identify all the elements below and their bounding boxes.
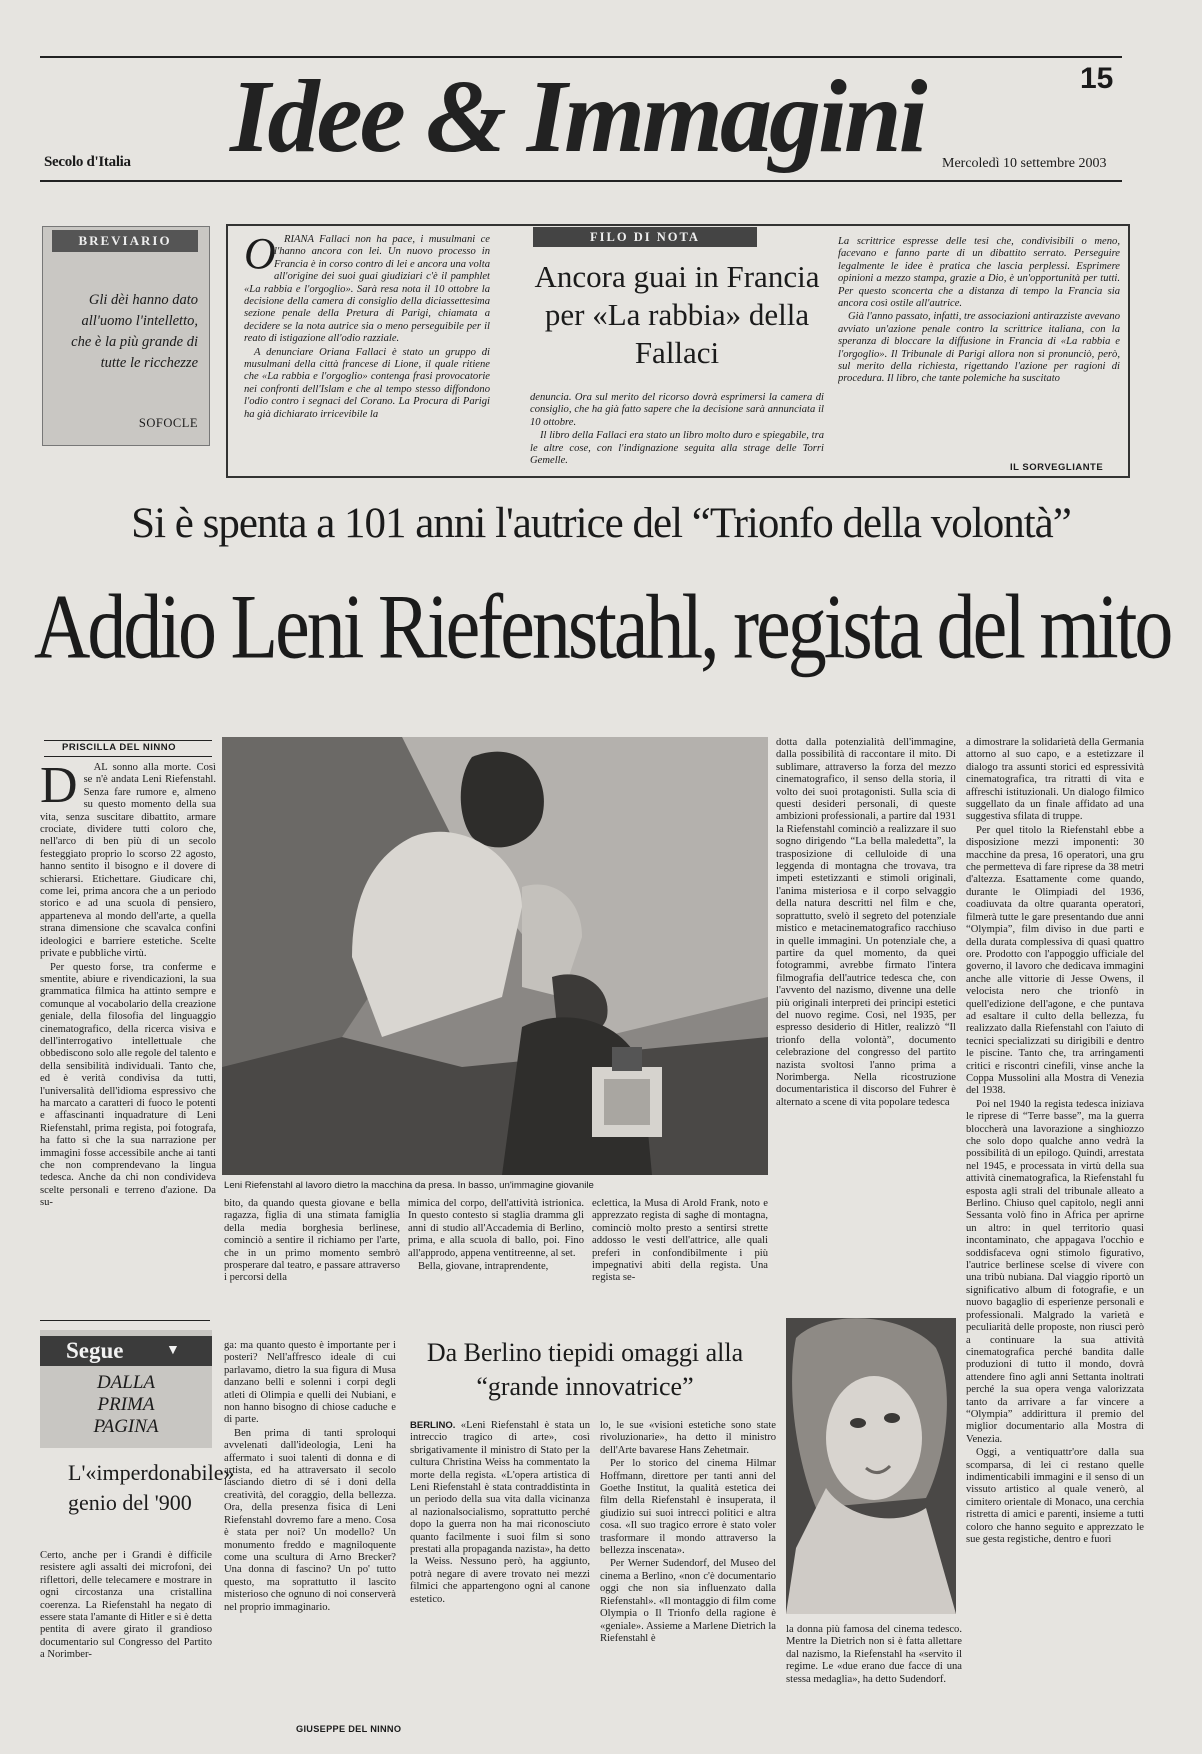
filo-headline: Ancora guai in Francia per «La rabbia» della Fallaci [534,259,820,370]
segue-paragraph: ga: ma quanto questo è importante per i posteri? Nell'affresco ideale di cui parlavamo, dietro la sua figura di Musa danzano belli e solenni i corpi degli atleti di Olimpia e quelli dei Nubiani, e non hanno bisogno di chiose caduche e di parte. [224,1340,396,1426]
filo-column-1 [244,229,490,470]
section-title: Idee & Immagini [230,59,925,174]
breviario-author: SOFOCLE [138,416,198,430]
main-paragraph: AL sonno alla morte. Così se n'è andata Leni Riefenstahl. Senza fare rumore e, almeno su questo momento della sua vita, senza suscitare dibattito, armare crociate, dividere tutti coloro che, nell'arco di ben più di un secolo festeggiato proprio lo scorso 22 agosto, hanno sentito il bisogno e il dovere di schierarsi. Etichettare. Giudicare chi, come lei, prima ancora che a un periodo storico e ad una scuola di pensiero, apparteneva al mondo dell'arte, a quella strana dimensione che scavalca confini ideologici e barriere estetiche. Scelte private e pubbliche virtù. [40,762,216,960]
breviario-label: BREVIARIO [52,230,198,252]
main-paragraph: bito, da quando questa giovane e bella ragazza, figlia di una stimata famiglia della media borghesia berlinese, cominciò a sentire il richiamo per l'arte, che in un primo momento sembrò prosperare dal teatro, e passare attraverso i percorsi della [224,1198,400,1284]
main-paragraph: Per questo forse, tra conferme e smentite, abiure e rivendicazioni, la sua grammatica filmica ha attinto sempre e comunque al vocabolario della creazione geniale, della filosofia del linguaggio cinematografico, della ricerca visiva e dell'interrogativo intellettuale che obbediscono solo alle regole del talento e della sensibilità individuali. Tanto che, ed è verità condivisa da tutti, l'universalità dell'idioma espressivo che ha marcato a caratteri di fuoco le potenti e affascinanti inquadrature di Leni Riefenstahl, prima regista, poi fotografa, ha fatto sì che la sua narrazione per immagini fosse accessibile anche ai tanti che non comprendevano la lingua tedesca. Anche da chi non condivideva scelte personali e terreno d'azione. Da su- [40,961,216,1209]
breviario-quote: Gli dèi hanno dato all'uomo l'intelletto, che è la più grande di tutte le ricchezze [71,292,198,371]
filo-paragraph: denuncia. Ora sul merito del ricorso dovrà esprimersi la camera di consiglio, che ha già fatto sapere che la decisione sarà annunciata il 10 ottobre. [530,392,824,428]
segue-sublabel: DALLA PRIMA PAGINA [93,1372,159,1437]
berlino-column-1 [410,1420,590,1740]
berlino-paragraph: Per Werner Sudendorf, del Museo del cinema a Berlino, «non c'è documentario oggi che non sia influenzato dalla Riefenstahl». «Il montaggio di film come Olympia o Il Trionfo della ragione è «geniale». Assieme a Marlene Dietrich la Riefenstahl è [600,1558,776,1644]
main-column-6 [966,737,1144,1739]
photo-caption: Leni Riefenstahl al lavoro dietro la macchina da presa. In basso, un'immagine giovanile [224,1180,594,1191]
byline: PRISCILLA DEL NINNO [62,742,177,753]
filo-paragraph: Il libro della Fallaci era stato un libro molto duro e spiegabile, tra le altre cose, con l'indignazione seguita alla strage delle Torri Gemelle. [530,430,824,467]
main-column-5 [776,737,956,1305]
berlino-paragraph: «Leni Riefenstahl è stata un intreccio tragico di arte», così sbrigativamente il ministro di Stato per la cultura Christina Weiss ha commentato la morte della regista. «L'opera artistica di Leni Riefenstahl è stata contraddistinta in un periodo della sua vita dalla vicinanza al nazionalsocialismo, soprattutto perché dopo la guerra non ha mai riconosciuto quanto facilmente i suoi film si sono prestati alla propaganda nazista», ha detto la Weiss. Nessuno però, ha aggiunto, potrà negare di avere trovato nei mezzi filmici che appartengono ogni al canone estetico. [410,1420,590,1605]
main-paragraph: a dimostrare la solidarietà della Germania attorno al suo capo, e a estetizzare il dialogo tra assunti storici ed espressività cinematografica, tra ritratti di vita e affreschi istituzionali. Un dialogo filmico suggellato da un finale affidato ad una suggestiva sfilata di truppe. [966,737,1144,823]
segue-bar [40,1336,212,1366]
segue-headline: L'«imperdonabile» genio del '900 [68,1460,235,1515]
filo-column-3 [838,236,1120,458]
issue-date: Mercoledì 10 settembre 2003 [942,156,1107,171]
photo-illustration [222,737,768,1175]
filo-paragraph: La scrittrice espresse delle tesi che, condivisibili o meno, facevano e fanno parte di un dibattito serrato. Perseguire legalmente le idee è pratica che lascia perplessi. Esprimere opinioni a mezzo stampa, grazie a Dio, è un'opportunità per tutti. Per questo sconcerta che a distanza di tempo la Francia sia ancora così ostile all'autrice. [838,236,1120,310]
main-paragraph: eclettica, la Musa di Arold Frank, noto e apprezzato regista di saghe di montagna, cominciò molto presto a sentirsi strette addosso le vesti dell'attrice, alle quali preferì in confondibilmente i più impegnativi abiti della regista. Una regista se- [592,1198,768,1284]
page-number: 15 [1080,62,1114,95]
segue-paragraph: Certo, anche per i Grandi è difficile resistere agli assalti dei microfoni, dei riflettori, delle telecamere e mostrare in ogni circostanza una cristallina coerenza. La Riefenstahl ha negato di essere stata l'amante di Hitler e si è detta pentita di avere girato il grandioso documentario sul Congresso del Partito a Norimber- [40,1550,212,1661]
main-headline: Addio Leni Riefenstahl, regista del mito [34,575,1171,678]
filo-paragraph: RIANA Fallaci non ha pace, i musulmani ce l'hanno ancora con lei. Un nuovo processo in Francia è in corso contro di lei e ancora una volta all'origine dei suoi guai giudiziari c'è il pamphlet «La rabbia e l'orgoglio». Sarà resa nota il 10 ottobre la decisione della camera di consiglio della diciassettesima sezione penale della Pretura di Parigi, chiamata a decidere se la nota autrice sia o meno perseguibile per il reato di istigazione all'odio razziale. [244,234,490,345]
berlino-headline: Da Berlino tiepidi omaggi alla “grande innovatrice” [426,1338,744,1401]
byline-rule [44,740,212,741]
main-paragraph: Poi nel 1940 la regista tedesca iniziava le riprese di “Terre basse”, ma la guerra bloccherà una lavorazione a singhiozzo che solo dopo qualche anno vedrà la possibilità di un epilogo. Quindi, arrestata nel 1945, e processata in virtù della sua attività cinematografica, la Riefenstahl fu esposta agli strali del tribunale alleato a Berlino. Chiuso quel capitolo, negli anni Sessanta volò fino in Africa per aprirne un altro: in quel territorio quasi incontaminato, che appagava l'occhio e soddisfaceva ogni stimolo figurativo, l'autrice berlinese scelse di vivere con una tribù nubiana. Dal viaggio riportò un significativo album di fotografie, e un nuovo bagaglio di esperienze personali e professionali. Malgrado la varietà e peculiarità delle proposte, non riuscì però a continuare la sua attività cinematografica perché bandita dalle produzioni di tutto il mondo, dovrà attendere fino agli anni Settanta inoltrati perché la sua opera venga valorizzata tanto da arrivare a far vincere a “Olympia” addirittura il premio del miglior documentario alla Mostra di Venezia. [966,1098,1144,1445]
filo-column-2 [530,392,824,472]
main-paragraph: dotta dalla potenzialità dell'immagine, dalla possibilità di raccontare il mito. Di sublimare, attraverso la forza del mezzo cinematografico, il senso della storia, il volto dei suoi protagonisti. Sulla scia di questi desideri personali, di queste ambizioni professionali, a partire dal 1931 la Riefenstahl cominciò a realizzare il suo sogno dirigendo “La bella maledetta”, la trasposizione di celluloide di una leggenda di montagna che trovava, tra impeti estetizzanti e stimoli originali, l'anima misteriosa e il corpo selvaggio della natura descritti nel film e che, soprattutto, svelò il segreto del potenziale mistico e metacinematografico racchiuso in quelle immagini. Un potenziale che, a partire da quel momento, da quei fotogrammi, avrebbe firmato l'intera filmografia dell'autrice tedesca che, con l'avvento del nazismo, divenne una delle più originali interpreti dei principi estetici del nuovo regime. Così, nel 1935, per espresso desiderio di Hitler, realizzò “Il trionfo della volontà”, documento celebrazione del congresso del partito nazista svoltosi l'anno prima a Norimberga. Nella ricostruzione documentaristica il discorso del Fuhrer è alternato a scene di vita popolare tedesca [776,737,956,1108]
young-riefenstahl-portrait [786,1318,956,1614]
byline-rule [44,756,212,757]
masthead-bottom-rule [40,180,1122,182]
filo-dropcap: O [244,229,276,278]
dropcap: D [40,762,78,814]
berlino-paragraph: la donna più famosa del cinema tedesco. Mentre la Dietrich non si è fatta allettare dal nazismo, la Riefenstahl ha «servito il regime. Le «due erano due facce di una stessa medaglia», ha detto Sudendorf. [786,1624,962,1685]
filo-signature: IL SORVEGLIANTE [1010,462,1104,473]
segue-column-2 [224,1340,396,1720]
filo-paragraph: A denunciare Oriana Fallaci è stato un gruppo di musulmani della città francese di Lione, il quale ritiene che «La rabbia e l'orgoglio» contenga frasi provocatorie nei confronti dell'Islam e che al tempo stesso diffondono l'odio contro i segnaci del Corano. La Procura di Parigi ha già dichiarato irricevibile la [244,346,490,420]
segue-paragraph: Ben prima di tanti sproloqui avvelenati dall'ideologia, Leni ha affermato i suoi talenti di donna e di artista, ed ha attraversato il secolo lasciando dietro di sé i doni della creatività, del coraggio, della bellezza. Ora, della presenza fisica di Leni Riefenstahl dovremo fare a meno. Cosa è stata per noi? Un modello? Un monumento freddo e magniloquente come una scultura di Arno Brecker? Una donna di fascino? Un po' tutto questo, ma soprattutto il lascito misterioso che ognuno di noi conserverà nel proprio immaginario. [224,1427,396,1613]
masthead-top-rule [40,56,1122,58]
segue-column-1 [40,1550,212,1740]
portrait-illustration [786,1318,956,1614]
main-kicker: Si è spenta a 101 anni l'autrice del “Trionfo della volontà” [131,500,1071,547]
filo-label: FILO DI NOTA [533,227,757,247]
main-column-2 [224,1198,400,1308]
berlino-paragraph: Per lo storico del cinema Hilmar Hoffmann, direttore per tanti anni del Goethe Institut, la qualità estetica dei film della Riefenstahl è insuperata, il giudizio sui suoi intrecci politici e altra cosa. «Il suo tragico errore è stato voler trasformare il mondo attraverso la bellezza inscenata». [600,1458,776,1557]
main-paragraph: Per quel titolo la Riefenstahl ebbe a disposizione mezzi imponenti: 30 macchine da presa, 16 operatori, una gru che permetteva di fare riprese da 38 metri d'altezza. Esattamente come quando, durante le Olimpiadi del 1936, coadiuvata da oltre quaranta operatori, filmerà tutte le gare presentando due anni “Olympia”, film diviso in due parti e della durata complessiva di quasi quattro ore. Prodotto con l'appoggio ufficiale del governo, il lavoro che dedicava immagini anche alle vittorie di Jesse Owens, il velocista nero che trionfò in quell'edizione dell'agone, e che puntava ad esaltare il culto della bellezza, fu realizzato dalla Riefenstahl con l'aiuto di tecnici specializzati su dirigibili e dentro le piscine. Tanto che, tra arringamenti critici e riscontri cinefili, vinse anche la Coppa Mussolini alla Mostra di Venezia del 1938. [966,824,1144,1097]
berlino-dateline: BERLINO. [410,1420,456,1431]
main-column-4 [592,1198,768,1308]
main-column-1 [40,762,216,1307]
section-divider [40,1320,210,1321]
segue-label: Segue [66,1338,124,1363]
main-paragraph: mimica del corpo, dell'attività istrionica. In questo contesto si staglia dramma gli anni di studio all'Accademia di Berlino, prima, e alla scuola di ballo, poi. Fino all'approdo, appena ventitreenne, al set. [408,1198,584,1259]
berlino-column-2 [600,1420,776,1740]
main-column-3 [408,1198,584,1308]
riefenstahl-camera-photo [222,737,768,1175]
segue-signature: GIUSEPPE DEL NINNO [296,1724,402,1734]
newspaper-name: Secolo d'Italia [44,154,131,170]
berlino-column-3 [786,1624,962,1740]
main-paragraph: Bella, giovane, intraprendente, [418,1261,549,1273]
berlino-paragraph: lo, le sue «visioni estetiche sono state rivoluzionarie», ha detto il ministro dell'Arte bavarese Hans Zehetmair. [600,1420,776,1456]
filo-paragraph: Già l'anno passato, infatti, tre associazioni antirazziste avevano avviato un'azione penale contro la scrittrice italiana, con la speranza di bloccare la diffusione in Francia di «La rabbia e l'orgoglio». Il Tribunale di Parigi allora non si pronunciò, però, sul merito della richiesta, rigettando l'azione per ragioni di procedura. Il libro, che tante polemiche ha suscitato [838,311,1120,385]
segue-arrow-icon: ▼ [166,1343,180,1358]
main-paragraph: Oggi, a ventiquattr'ore dalla sua scomparsa, di lei ci restano quelle indimenticabili immagini e il senso di un vissuto artistico al quale venerò, al cimitero orientale di Monaco, una cerchia ristretta di amici e parenti, insieme a tutti coloro che hanno seguito e apprezzato le sue gesta registiche, dentro e fuori [966,1447,1144,1545]
